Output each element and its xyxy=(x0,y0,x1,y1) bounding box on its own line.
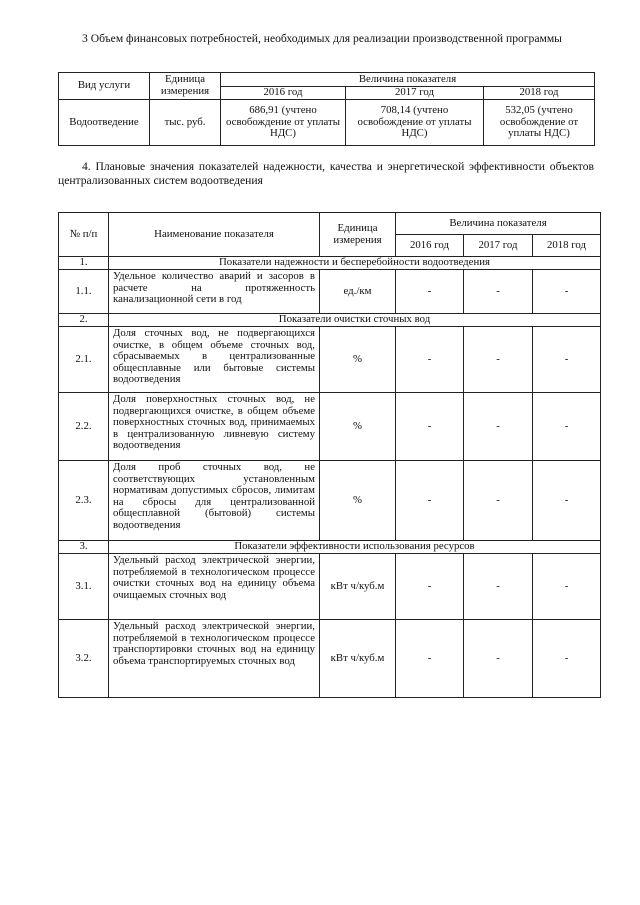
row-value-2017: - xyxy=(464,327,533,393)
section-title: Показатели надежности и бесперебойности водоотведения xyxy=(109,257,601,270)
row-value-2018: - xyxy=(533,620,601,698)
row-value-2017: - xyxy=(464,393,533,461)
row-value-2016: - xyxy=(396,327,464,393)
row-value-2017: - xyxy=(464,461,533,541)
row-num: 2.2. xyxy=(59,393,109,461)
row-num: 1.1. xyxy=(59,270,109,314)
row-value-2017: 708,14 (учтено освобождение от уплаты НДС) xyxy=(346,100,484,146)
header-service: Вид услуги xyxy=(59,73,150,100)
row-unit: ед./км xyxy=(320,270,396,314)
row-value-2016: - xyxy=(396,554,464,620)
header-value: Величина показателя xyxy=(221,73,595,87)
section-4-heading: 4. Плановые значения показателей надежности, качества и энергетической эффективности объектов централизованных систем водоотведения xyxy=(58,160,594,187)
section-num: 2. xyxy=(59,314,109,327)
section-num: 1. xyxy=(59,257,109,270)
row-value-2018: - xyxy=(533,270,601,314)
row-name: Доля поверхностных сточных вод, не подвергающихся очистке, в общем объеме поверхностных сточных вод, принимаемых в централизованную ливневую систему водоотведения xyxy=(109,393,320,461)
header-year-2016: 2016 год xyxy=(396,235,464,257)
row-value-2018: - xyxy=(533,393,601,461)
row-num: 3.1. xyxy=(59,554,109,620)
row-unit: кВт ч/куб.м xyxy=(320,620,396,698)
row-num: 2.3. xyxy=(59,461,109,541)
row-value-2017: - xyxy=(464,620,533,698)
row-value-2016: - xyxy=(396,393,464,461)
header-year-2018: 2018 год xyxy=(484,87,595,100)
header-year-2017: 2017 год xyxy=(346,87,484,100)
row-value-2018: - xyxy=(533,461,601,541)
section-3-heading: 3 Объем финансовых потребностей, необходимых для реализации производственной программы xyxy=(82,32,562,45)
row-value-2016: - xyxy=(396,270,464,314)
row-value-2016: 686,91 (учтено освобождение от уплаты НДС) xyxy=(221,100,346,146)
row-name: Доля сточных вод, не подвергающихся очистке, в общем объеме сточных вод, сбрасываемых в централизованные общесплавные или бытовые системы водоотведения xyxy=(109,327,320,393)
row-name: Доля проб сточных вод, не соответствующих установленным нормативам допустимых сбросов, лимитам на сбросы для централизованной общесплавной (бытовой) системы водоотведения xyxy=(109,461,320,541)
row-value-2016: - xyxy=(396,620,464,698)
row-num: 2.1. xyxy=(59,327,109,393)
row-unit: % xyxy=(320,461,396,541)
row-unit: % xyxy=(320,393,396,461)
financial-needs-table xyxy=(58,72,595,146)
header-year-2017: 2017 год xyxy=(464,235,533,257)
header-value: Величина показателя xyxy=(396,213,601,235)
section-num: 3. xyxy=(59,541,109,554)
header-unit: Единица измерения xyxy=(320,213,396,257)
row-value-2018: 532,05 (учтено освобождение от уплаты НДС) xyxy=(484,100,595,146)
row-unit: кВт ч/куб.м xyxy=(320,554,396,620)
header-unit: Единица измерения xyxy=(150,73,221,100)
row-name: Удельный расход электрической энергии, потребляемой в технологическом процессе транспортировки сточных вод на единицу объема транспортируемых сточных вод xyxy=(109,620,320,698)
row-name: Удельное количество аварий и засоров в расчете на протяженность канализационной сети в год xyxy=(109,270,320,314)
row-service: Водоотведение xyxy=(59,100,150,146)
row-name: Удельный расход электрической энергии, потребляемой в технологическом процессе очистки сточных вод на единицу объема очищаемых сточных вод xyxy=(109,554,320,620)
row-value-2016: - xyxy=(396,461,464,541)
section-title: Показатели очистки сточных вод xyxy=(109,314,601,327)
header-year-2018: 2018 год xyxy=(533,235,601,257)
indicators-table xyxy=(58,212,601,698)
row-unit: тыс. руб. xyxy=(150,100,221,146)
row-value-2018: - xyxy=(533,554,601,620)
row-value-2017: - xyxy=(464,554,533,620)
section-title: Показатели эффективности использования ресурсов xyxy=(109,541,601,554)
header-num: № п/п xyxy=(59,213,109,257)
row-value-2018: - xyxy=(533,327,601,393)
header-year-2016: 2016 год xyxy=(221,87,346,100)
header-name: Наименование показателя xyxy=(109,213,320,257)
row-num: 3.2. xyxy=(59,620,109,698)
row-unit: % xyxy=(320,327,396,393)
row-value-2017: - xyxy=(464,270,533,314)
